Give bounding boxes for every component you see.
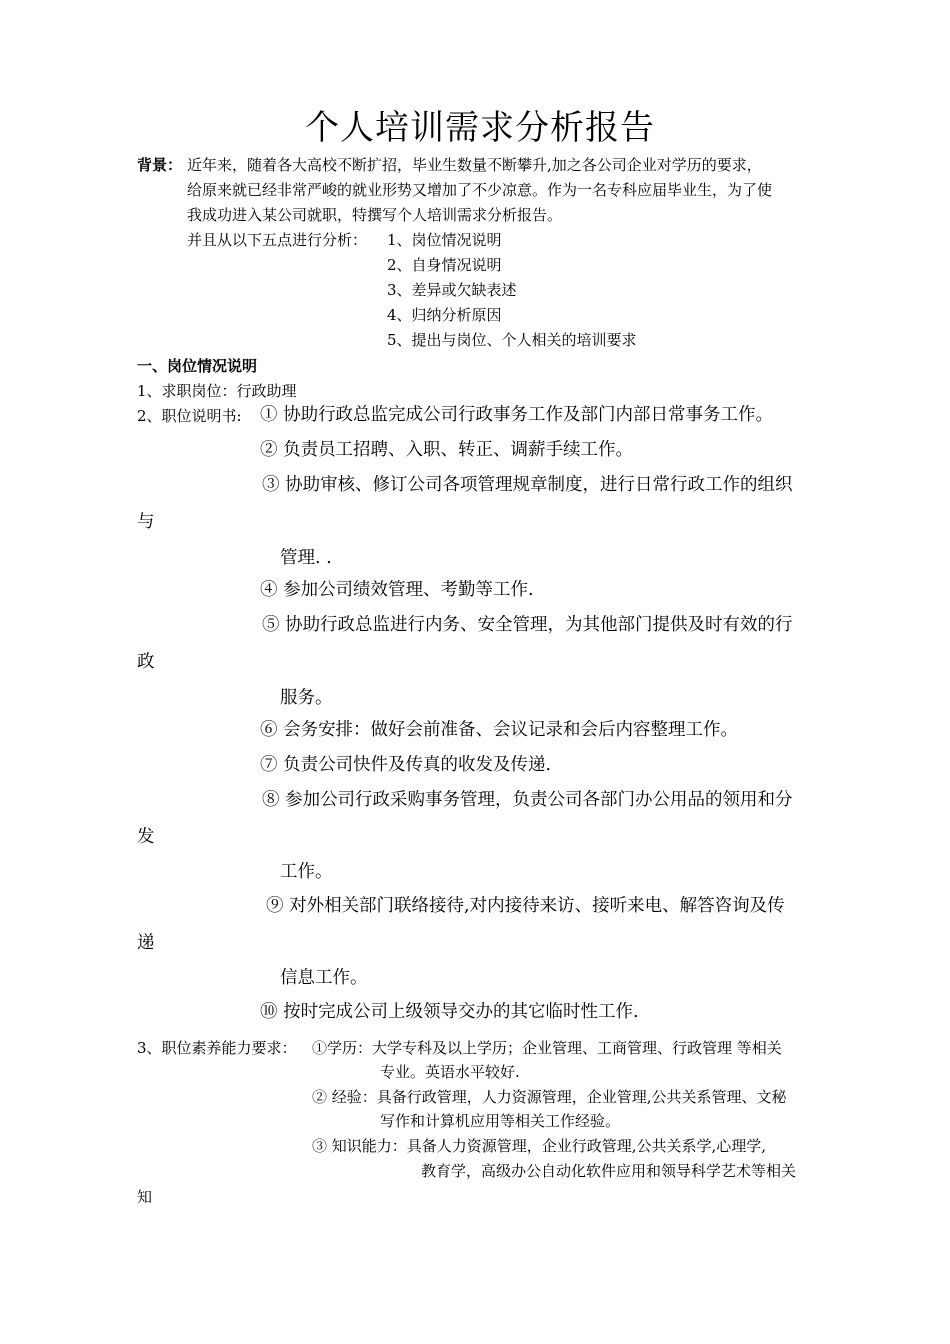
- points-intro: 并且从以下五点进行分析：: [187, 231, 368, 249]
- requirement-line: ③ 知识能力：具备人力资源管理，企业行政管理,公共关系学,心理学,: [312, 1137, 767, 1155]
- background-line: 近年来，随着各大高校不断扩招，毕业生数量不断攀升,加之各公司企业对学历的要求，: [187, 156, 762, 174]
- section-heading: 一、岗位情况说明: [137, 357, 258, 375]
- background-label: 背景：: [137, 156, 183, 174]
- duty-line: ⑤ 协助行政总监进行内务、安全管理，为其他部门提供及时有效的行: [262, 615, 793, 635]
- duty-line: 递: [137, 933, 155, 953]
- competency-label: 3、职位素养能力要求：: [137, 1039, 297, 1057]
- duty-line: ⑧ 参加公司行政采购事务管理，负责公司各部门办公用品的领用和分: [262, 790, 793, 810]
- duty-line: 政: [137, 652, 155, 672]
- requirement-line: 专业。英语水平较好.: [380, 1063, 520, 1081]
- requirement-line: 教育学，高级办公自动化软件应用和领导科学艺术等相关: [421, 1162, 797, 1180]
- duty-line: ⑩ 按时完成公司上级领导交办的其它临时性工作.: [260, 1002, 639, 1022]
- document-title: 个人培训需求分析报告: [305, 108, 655, 148]
- requirement-line: ② 经验：具备行政管理，人力资源管理，企业管理,公共关系管理、文秘: [312, 1088, 787, 1106]
- analysis-point: 4、归纳分析原因: [387, 306, 502, 324]
- requirement-line: 写作和计算机应用等相关工作经验。: [380, 1112, 621, 1130]
- duty-line: 服务。: [280, 688, 333, 708]
- duty-line: ④ 参加公司绩效管理、考勤等工作.: [260, 580, 534, 600]
- duty-line: ⑦ 负责公司快件及传真的收发及传递.: [260, 755, 552, 775]
- analysis-point: 1、岗位情况说明: [387, 231, 502, 249]
- analysis-point: 2、自身情况说明: [387, 256, 502, 274]
- requirement-line: 知: [137, 1188, 153, 1206]
- duty-line: ⑥ 会务安排：做好会前准备、会议记录和会后内容整理工作。: [260, 720, 739, 740]
- duty-line: ① 协助行政总监完成公司行政事务工作及部门内部日常事务工作。: [260, 405, 774, 425]
- analysis-point: 5、提出与岗位、个人相关的培训要求: [387, 331, 637, 349]
- background-line: 我成功进入某公司就职，特撰写个人培训需求分析报告。: [187, 206, 563, 224]
- background-line: 给原来就已经非常严峻的就业形势又增加了不少凉意。作为一名专科应届毕业生，为了使: [187, 181, 773, 199]
- duty-line: 信息工作。: [280, 968, 368, 988]
- duty-line: ⑨ 对外相关部门联络接待,对内接待来访、接听来电、解答咨询及传: [266, 896, 785, 916]
- duty-line: ② 负责员工招聘、入职、转正、调薪手续工作。: [260, 440, 634, 460]
- duty-line: 发: [137, 827, 155, 847]
- requirement-line: ①学历：大学专科及以上学历；企业管理、工商管理、行政管理 等相关: [312, 1039, 782, 1057]
- duty-line: 管理. .: [280, 548, 332, 568]
- duty-line: 与: [137, 512, 155, 532]
- duty-line: ③ 协助审核、修订公司各项管理规章制度，进行日常行政工作的组织: [262, 475, 793, 495]
- job-description-label: 2、职位说明书:: [137, 407, 242, 425]
- job-title-item: 1、求职岗位：行政助理: [137, 382, 297, 400]
- duty-line: 工作。: [280, 862, 333, 882]
- analysis-point: 3、差异或欠缺表述: [387, 281, 517, 299]
